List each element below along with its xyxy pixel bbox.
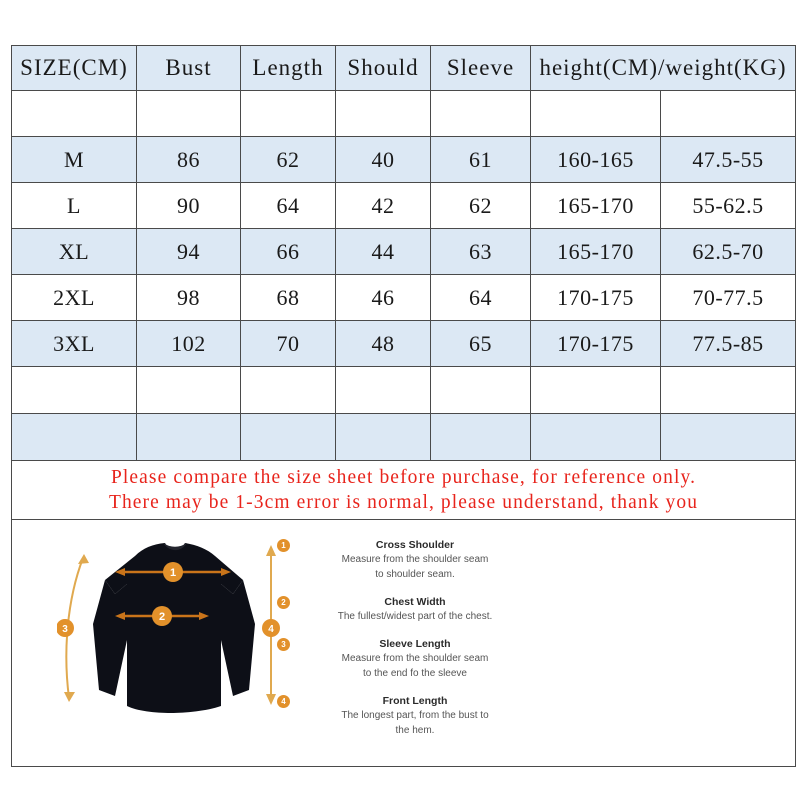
spacer-cell: [336, 367, 431, 414]
spacer-cell: [431, 414, 531, 461]
legend-badge-2-icon: 2: [277, 596, 290, 609]
spacer-cell: [431, 367, 531, 414]
cell-shoulder: 42: [336, 183, 431, 229]
legend-desc-line-1: Measure from the shoulder seam: [341, 554, 489, 565]
cell-weight: 70-77.5: [661, 275, 796, 321]
table-header-row: [12, 46, 796, 91]
cell-shoulder: 40: [336, 137, 431, 183]
table-row: [12, 275, 796, 321]
cell-size: XL: [12, 229, 137, 275]
header-shoulder: Should: [336, 46, 431, 91]
legend-title: Cross Shoulder: [375, 539, 455, 551]
spacer-cell: [336, 91, 431, 137]
spacer-cell: [531, 414, 661, 461]
spacer-cell: [137, 367, 241, 414]
spacer-cell: [241, 414, 336, 461]
table-row: [12, 321, 796, 367]
legend-desc-line-1: The fullest/widest part of the chest.: [337, 611, 493, 622]
cell-length: 66: [241, 229, 336, 275]
spacer-cell: [12, 91, 137, 137]
spacer-cell: [661, 91, 796, 137]
cell-height: 160-165: [531, 137, 661, 183]
shirt-illustration: [57, 528, 287, 728]
cell-sleeve: 64: [431, 275, 531, 321]
notice-row: [12, 461, 796, 520]
cell-height: 165-170: [531, 229, 661, 275]
measurement-guide-panel: [12, 520, 796, 767]
cell-shoulder: 44: [336, 229, 431, 275]
svg-text:2: 2: [158, 611, 166, 623]
legend-badge-4-icon: 4: [277, 695, 290, 708]
cell-height: 165-170: [531, 183, 661, 229]
illustration-row: [12, 520, 796, 767]
cell-length: 64: [241, 183, 336, 229]
spacer-cell: [137, 414, 241, 461]
cell-sleeve: 63: [431, 229, 531, 275]
notice-line-2: There may be 1-3cm error is normal, please understand, thank you: [108, 492, 699, 513]
marker-2-icon: [152, 606, 172, 626]
spacer-cell: [137, 91, 241, 137]
notice-line-1: Please compare the size sheet before purchase, for reference only.: [110, 467, 697, 488]
cell-weight: 47.5-55: [661, 137, 796, 183]
cell-sleeve: 62: [431, 183, 531, 229]
measurement-legend: [277, 538, 527, 751]
size-notice: [12, 461, 796, 520]
legend-desc-line-2: the hem.: [395, 725, 435, 736]
cell-size: M: [12, 137, 137, 183]
cell-size: 3XL: [12, 321, 137, 367]
cell-sleeve: 61: [431, 137, 531, 183]
cell-height: 170-175: [531, 321, 661, 367]
legend-title: Chest Width: [384, 596, 446, 608]
header-length: Length: [241, 46, 336, 91]
cell-shoulder: 46: [336, 275, 431, 321]
table-spacer-row: [12, 91, 796, 137]
spacer-cell: [12, 367, 137, 414]
cell-length: 70: [241, 321, 336, 367]
header-size: SIZE(CM): [12, 46, 137, 91]
cell-shoulder: 48: [336, 321, 431, 367]
svg-text:3: 3: [62, 624, 68, 635]
cell-weight: 55-62.5: [661, 183, 796, 229]
svg-text:4: 4: [268, 624, 274, 635]
legend-title: Sleeve Length: [379, 638, 451, 650]
legend-title: Front Length: [382, 695, 448, 707]
spacer-cell: [661, 367, 796, 414]
legend-desc-line-2: to the end fo the sleeve: [363, 668, 467, 679]
marker-3-icon: [57, 619, 74, 637]
legend-desc-line-1: The longest part, from the bust to: [341, 710, 489, 721]
size-chart-table: [11, 45, 796, 767]
spacer-cell: [241, 367, 336, 414]
spacer-cell: [531, 91, 661, 137]
cell-bust: 102: [137, 321, 241, 367]
table-row: [12, 137, 796, 183]
cell-bust: 98: [137, 275, 241, 321]
spacer-cell: [12, 414, 137, 461]
header-sleeve: Sleeve: [431, 46, 531, 91]
table-spacer-row: [12, 367, 796, 414]
header-bust: Bust: [137, 46, 241, 91]
cell-length: 68: [241, 275, 336, 321]
header-height-weight: height(CM)/weight(KG): [531, 46, 796, 91]
marker-1-icon: [163, 562, 183, 582]
legend-desc-line-2: to shoulder seam.: [375, 569, 455, 580]
cell-height: 170-175: [531, 275, 661, 321]
spacer-cell: [661, 414, 796, 461]
legend-item-chest-width: [277, 595, 527, 624]
spacer-cell: [241, 91, 336, 137]
table-row: [12, 183, 796, 229]
svg-text:1: 1: [169, 567, 177, 579]
table-spacer-row: [12, 414, 796, 461]
table-row: [12, 229, 796, 275]
cell-length: 62: [241, 137, 336, 183]
spacer-cell: [431, 91, 531, 137]
cell-size: L: [12, 183, 137, 229]
cell-weight: 62.5-70: [661, 229, 796, 275]
cell-bust: 86: [137, 137, 241, 183]
legend-badge-1-icon: 1: [277, 539, 290, 552]
spacer-cell: [531, 367, 661, 414]
cell-sleeve: 65: [431, 321, 531, 367]
legend-badge-3-icon: 3: [277, 638, 290, 651]
legend-desc-line-1: Measure from the shoulder seam: [341, 653, 489, 664]
spacer-cell: [336, 414, 431, 461]
legend-item-sleeve-length: [277, 637, 527, 681]
cell-weight: 77.5-85: [661, 321, 796, 367]
cell-bust: 94: [137, 229, 241, 275]
legend-item-cross-shoulder: [277, 538, 527, 582]
legend-item-front-length: [277, 694, 527, 738]
cell-size: 2XL: [12, 275, 137, 321]
cell-bust: 90: [137, 183, 241, 229]
